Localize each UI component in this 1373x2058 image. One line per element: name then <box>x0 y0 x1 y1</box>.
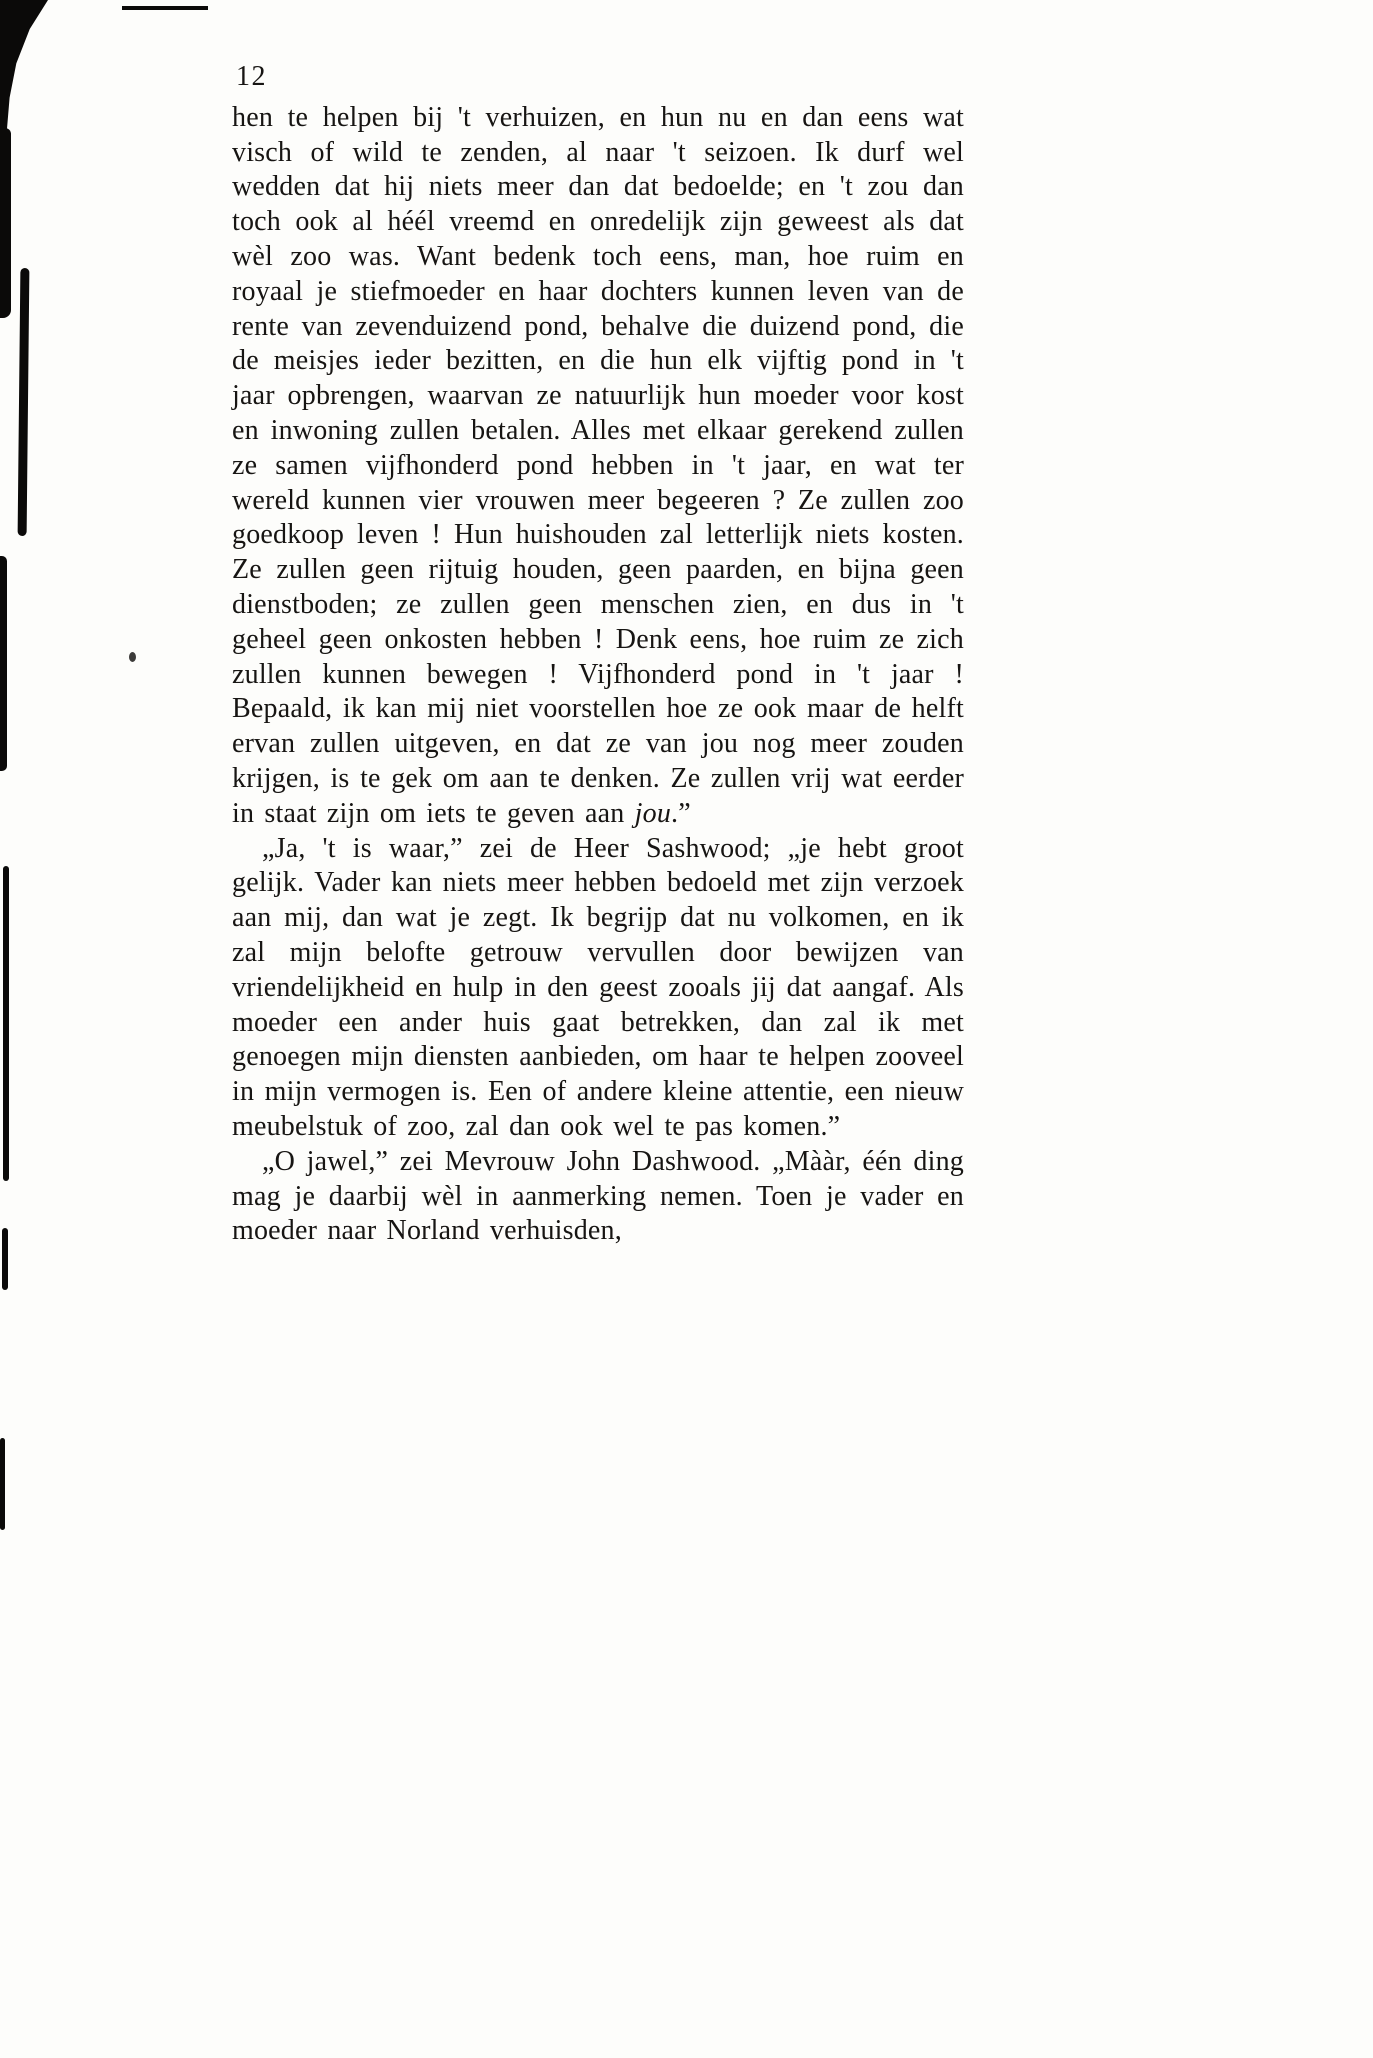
scan-edge-mark <box>0 128 11 318</box>
paragraph-text: .” <box>671 797 691 829</box>
text-block <box>232 60 964 1249</box>
scan-corner-blob <box>0 0 48 132</box>
paragraph <box>232 1145 964 1249</box>
scan-edge-mark <box>2 1228 8 1290</box>
scan-edge-mark <box>18 268 30 536</box>
paragraph <box>232 832 964 1145</box>
italic-word: jou <box>634 797 672 829</box>
scan-top-rule <box>122 6 208 10</box>
paragraph <box>232 101 964 832</box>
scan-edge-mark <box>0 556 7 771</box>
paragraph-text: „O jawel,” zei Mevrouw John Dashwood. „Mààr, één ding mag je daarbij wèl in aanmerking nemen. Toen je vader en moeder naar Norland verhuisden, <box>232 1145 964 1247</box>
scan-margin-speck <box>129 652 136 662</box>
page-number: 12 <box>236 61 267 92</box>
scan-edge-mark <box>3 866 9 1181</box>
paragraph-text: hen te helpen bij 't verhuizen, en hun nu en dan eens wat visch of wild te zenden, al naar 't seizoen. Ik durf wel wedden dat hij niets meer dan dat bedoelde; en 't zou dan toch ook al héél vreemd en onredelijk zijn geweest als dat wèl zoo was. Want bedenk toch eens, man, hoe ruim en royaal je stiefmoeder en haar dochters kunnen leven van de rente van zevenduizend pond, behalve die duizend pond, die de meisjes ieder bezitten, en die hun elk vijftig pond in 't jaar opbrengen, waarvan ze natuurlijk hun moeder voor kost en inwoning zullen betalen. Alles met elkaar gerekend zullen ze samen vijfhonderd pond hebben in 't jaar, en wat ter wereld kunnen vier vrouwen meer begeeren ? Ze zullen zoo goedkoop leven ! Hun huishouden zal letterlijk niets kosten. Ze zullen geen rijtuig houden, geen paarden, en bijna geen dienstboden; ze zullen geen menschen zien, en dus in 't geheel geen onkosten hebben ! Denk eens, hoe ruim ze zich zullen kunnen bewegen ! Vijfhonderd pond in 't jaar ! Bepaald, ik kan mij niet voorstellen hoe ze ook maar de helft ervan zullen uitgeven, en dat ze van jou nog meer zouden krijgen, is te gek om aan te denken. Ze zullen vrij wat eerder in staat zijn om iets te geven aan <box>232 101 964 829</box>
scan-edge-mark <box>0 1438 5 1530</box>
paragraph-text: „Ja, 't is waar,” zei de Heer Sashwood; „je hebt groot gelijk. Vader kan niets meer hebben bedoeld met zijn verzoek aan mij, dan wat je zegt. Ik begrijp dat nu volkomen, en ik zal mijn belofte getrouw vervullen door bewijzen van vriendelijkheid en hulp in den geest zooals jij dat aangaf. Als moeder een ander huis gaat betrekken, dan zal ik met genoegen mijn diensten aanbieden, om haar te helpen zooveel in mijn vermogen is. Een of andere kleine attentie, een nieuw meubelstuk of zoo, zal dan ook wel te pas komen.” <box>232 832 964 1142</box>
